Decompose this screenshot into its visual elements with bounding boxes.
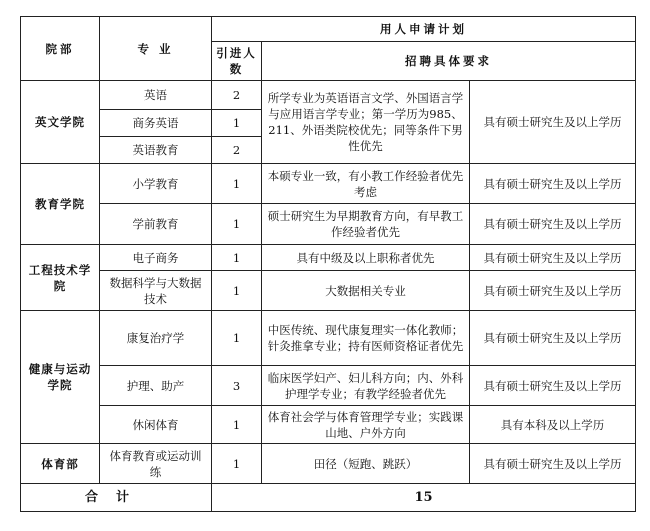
dept-name: 教育学院 (21, 164, 100, 245)
dept-name: 工程技术学院 (21, 245, 100, 311)
degree-cell: 具有硕士研究生及以上学历 (470, 245, 636, 271)
table-row (21, 271, 636, 311)
header-requirements: 招聘具体要求 (262, 42, 636, 81)
table-row (21, 311, 636, 366)
count-cell: 1 (212, 311, 262, 366)
major-cell: 康复治疗学 (100, 311, 212, 366)
count-cell: 1 (212, 406, 262, 444)
degree-cell: 具有硕士研究生及以上学历 (470, 204, 636, 245)
requirement-cell: 硕士研究生为早期教育方向，有早教工作经验者优先 (262, 204, 470, 245)
requirement-cell: 本硕专业一致，有小教工作经验者优先考虑 (262, 164, 470, 204)
major-cell: 商务英语 (100, 110, 212, 137)
recruitment-plan-table (20, 16, 636, 512)
dept-name: 体育部 (21, 444, 100, 484)
header-plan-title: 用人申请计划 (212, 17, 636, 42)
major-cell: 英语 (100, 81, 212, 110)
count-cell: 1 (212, 164, 262, 204)
major-cell: 体育教育或运动训练 (100, 444, 212, 484)
requirement-cell: 体育社会学与体育管理学专业；实践课山地、户外方向 (262, 406, 470, 444)
header-dept: 院部 (21, 17, 100, 81)
header-major: 专 业 (100, 17, 212, 81)
total-row (21, 484, 636, 512)
degree-cell: 具有硕士研究生及以上学历 (470, 81, 636, 164)
degree-cell: 具有硕士研究生及以上学历 (470, 444, 636, 484)
requirement-cell: 所学专业为英语语言文学、外国语言学与应用语言学专业；第一学历为985、211、外语类院校优先；同等条件下男性优先 (262, 81, 470, 164)
requirement-cell: 中医传统、现代康复理实一体化教师；针灸推拿专业；持有医师资格证者优先 (262, 311, 470, 366)
table-row (21, 81, 636, 110)
requirement-cell: 具有中级及以上职称者优先 (262, 245, 470, 271)
major-cell: 护理、助产 (100, 366, 212, 406)
major-cell: 电子商务 (100, 245, 212, 271)
header-count: 引进人数 (212, 42, 262, 81)
count-cell: 1 (212, 444, 262, 484)
count-cell: 2 (212, 81, 262, 110)
degree-cell: 具有硕士研究生及以上学历 (470, 366, 636, 406)
count-cell: 1 (212, 271, 262, 311)
degree-cell: 具有硕士研究生及以上学历 (470, 311, 636, 366)
major-cell: 小学教育 (100, 164, 212, 204)
requirement-cell: 临床医学妇产、妇儿科方向；内、外科护理学专业；有教学经验者优先 (262, 366, 470, 406)
total-label: 合计 (21, 484, 212, 512)
table-row (21, 245, 636, 271)
header-row-1 (21, 17, 636, 42)
degree-cell: 具有硕士研究生及以上学历 (470, 271, 636, 311)
table-row (21, 406, 636, 444)
dept-name: 英文学院 (21, 81, 100, 164)
degree-cell: 具有本科及以上学历 (470, 406, 636, 444)
count-cell: 2 (212, 137, 262, 164)
major-cell: 数据科学与大数据技术 (100, 271, 212, 311)
major-cell: 休闲体育 (100, 406, 212, 444)
major-cell: 学前教育 (100, 204, 212, 245)
count-cell: 3 (212, 366, 262, 406)
table-row (21, 444, 636, 484)
table-row (21, 204, 636, 245)
requirement-cell: 大数据相关专业 (262, 271, 470, 311)
degree-cell: 具有硕士研究生及以上学历 (470, 164, 636, 204)
major-cell: 英语教育 (100, 137, 212, 164)
table-row (21, 366, 636, 406)
count-cell: 1 (212, 204, 262, 245)
count-cell: 1 (212, 110, 262, 137)
dept-name: 健康与运动学院 (21, 311, 100, 444)
total-value: 15 (212, 484, 636, 512)
requirement-cell: 田径（短跑、跳跃） (262, 444, 470, 484)
table-row (21, 164, 636, 204)
count-cell: 1 (212, 245, 262, 271)
